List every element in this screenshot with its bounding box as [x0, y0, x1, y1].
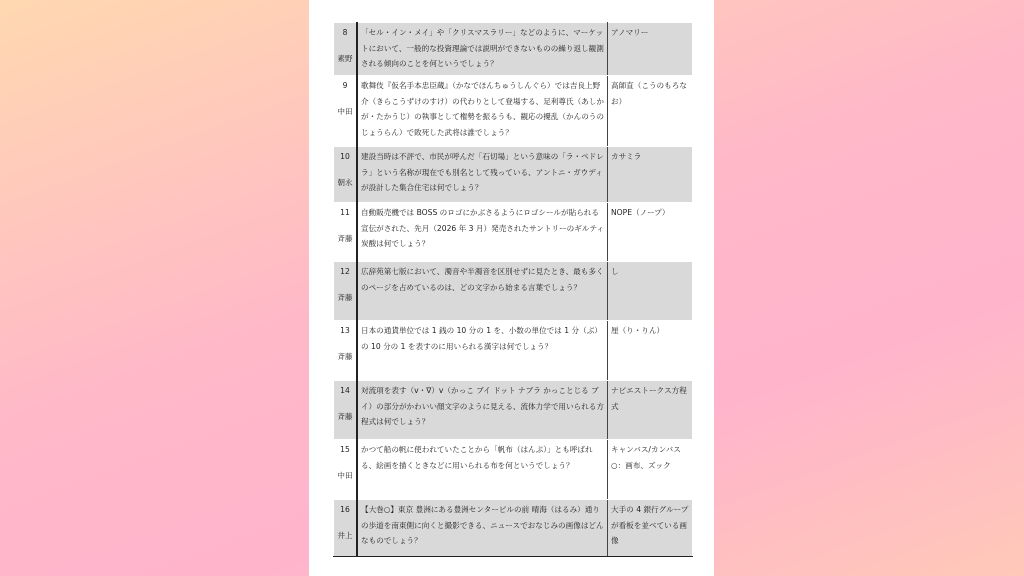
question-text: 歌舞伎『仮名手本忠臣蔵』（かなでほんちゅうしんぐら）では吉良上野介（きらこうずけのすけ）の代わりとして登場する、足利尊氏（あしかが・たかうじ）の執事として権勢を振るうも、観応の擾乱（かんのうのじょうらん）で敗死した武将は誰でしょう？: [357, 76, 608, 147]
answer-text: アノマリー: [608, 23, 693, 76]
table-row: [334, 76, 693, 147]
table-row: [334, 23, 693, 76]
question-author: 中田: [337, 106, 353, 116]
question-author: 中田: [337, 470, 353, 480]
table-row: [334, 500, 693, 557]
question-text: かつて船の帆に使われていたことから「帆布（はんぷ）」とも呼ばれる、絵画を描くときなどに用いられる布を何というでしょう？: [357, 440, 608, 500]
question-number-cell: [334, 381, 358, 440]
answer-text: キャンバス/カンバス ○：画布、ズック: [608, 440, 693, 500]
question-number: 12: [340, 267, 350, 276]
answer-text: し: [608, 262, 693, 321]
answer-text: 高師直（こうのもろなお）: [608, 76, 693, 147]
table-row: [334, 262, 693, 321]
question-number: 13: [340, 326, 350, 335]
question-number-cell: [334, 23, 358, 76]
question-number-cell: [334, 321, 358, 381]
question-number: 8: [342, 28, 348, 37]
question-text: 日本の通貨単位では 1 銭の 10 分の 1 を、小数の単位では 1 分（ぶ）の 10 分の 1 を表すのに用いられる漢字は何でしょう？: [357, 321, 608, 381]
question-author: 斉藤: [337, 233, 353, 243]
answer-text: NOPE（ノープ）: [608, 203, 693, 262]
question-text: 対流項を表す（v・∇）v（かっこ ブイ ドット ナブラ かっことじる ブイ）の部分がかわいい顔文字のように見える、流体力学で用いられる方程式は何でしょう？: [357, 381, 608, 440]
question-author: 朝永: [337, 177, 353, 187]
question-text: 【大巻○】東京 豊洲にある豊洲センタービルの前 晴海（はるみ）通りの歩道を南東側に向くと撮影できる、ニュースでおなじみの画像はどんなものでしょう？: [357, 500, 608, 557]
question-text: 自動販売機では BOSS のロゴにかぶさるようにロゴシールが貼られる宣伝がされた、先月（2026 年 3 月）発売されたサントリーのギルティ炭酸は何でしょう？: [357, 203, 608, 262]
table-row: [334, 147, 693, 203]
table-row: [334, 321, 693, 381]
answer-text: ナビエストークス方程式: [608, 381, 693, 440]
answer-text: カサミラ: [608, 147, 693, 203]
question-author: 斉藤: [337, 411, 353, 421]
question-number-cell: [334, 262, 358, 321]
table-row: [334, 440, 693, 500]
question-author: 斉藤: [337, 351, 353, 361]
question-number-cell: [334, 147, 358, 203]
document-page: [309, 0, 714, 576]
question-number-cell: [334, 440, 358, 500]
question-author: 斉藤: [337, 292, 353, 302]
question-number: 9: [342, 81, 348, 90]
question-number: 15: [340, 445, 350, 454]
question-number-cell: [334, 76, 358, 147]
question-number: 16: [340, 505, 350, 514]
question-author: 素野: [337, 53, 353, 63]
question-number-cell: [334, 203, 358, 262]
question-number: 11: [340, 208, 350, 217]
table-row: [334, 203, 693, 262]
question-text: 「セル・イン・メイ」や「クリスマスラリー」などのように、マーケットにおいて、一般的な投資理論では説明ができないものの繰り返し観測される傾向のことを何というでしょう？: [357, 23, 608, 76]
question-text: 建設当時は不評で、市民が呼んだ「石切場」という意味の「ラ・ペドレラ」という名称が現在でも別名として残っている、アントニ・ガウディが設計した集合住宅は何でしょう？: [357, 147, 608, 203]
question-number: 10: [340, 152, 350, 161]
answer-text: 厘（り・りん）: [608, 321, 693, 381]
table-row: [334, 381, 693, 440]
quiz-table: [333, 22, 693, 557]
answer-text: 大手の 4 銀行グループが看板を並べている画像: [608, 500, 693, 557]
question-text: 広辞苑第七版において、濁音や半濁音を区別せずに見たとき、最も多くのページを占めているのは、どの文字から始まる言葉でしょう？: [357, 262, 608, 321]
question-number: 14: [340, 386, 350, 395]
question-author: 井上: [337, 530, 353, 540]
question-number-cell: [334, 500, 358, 557]
